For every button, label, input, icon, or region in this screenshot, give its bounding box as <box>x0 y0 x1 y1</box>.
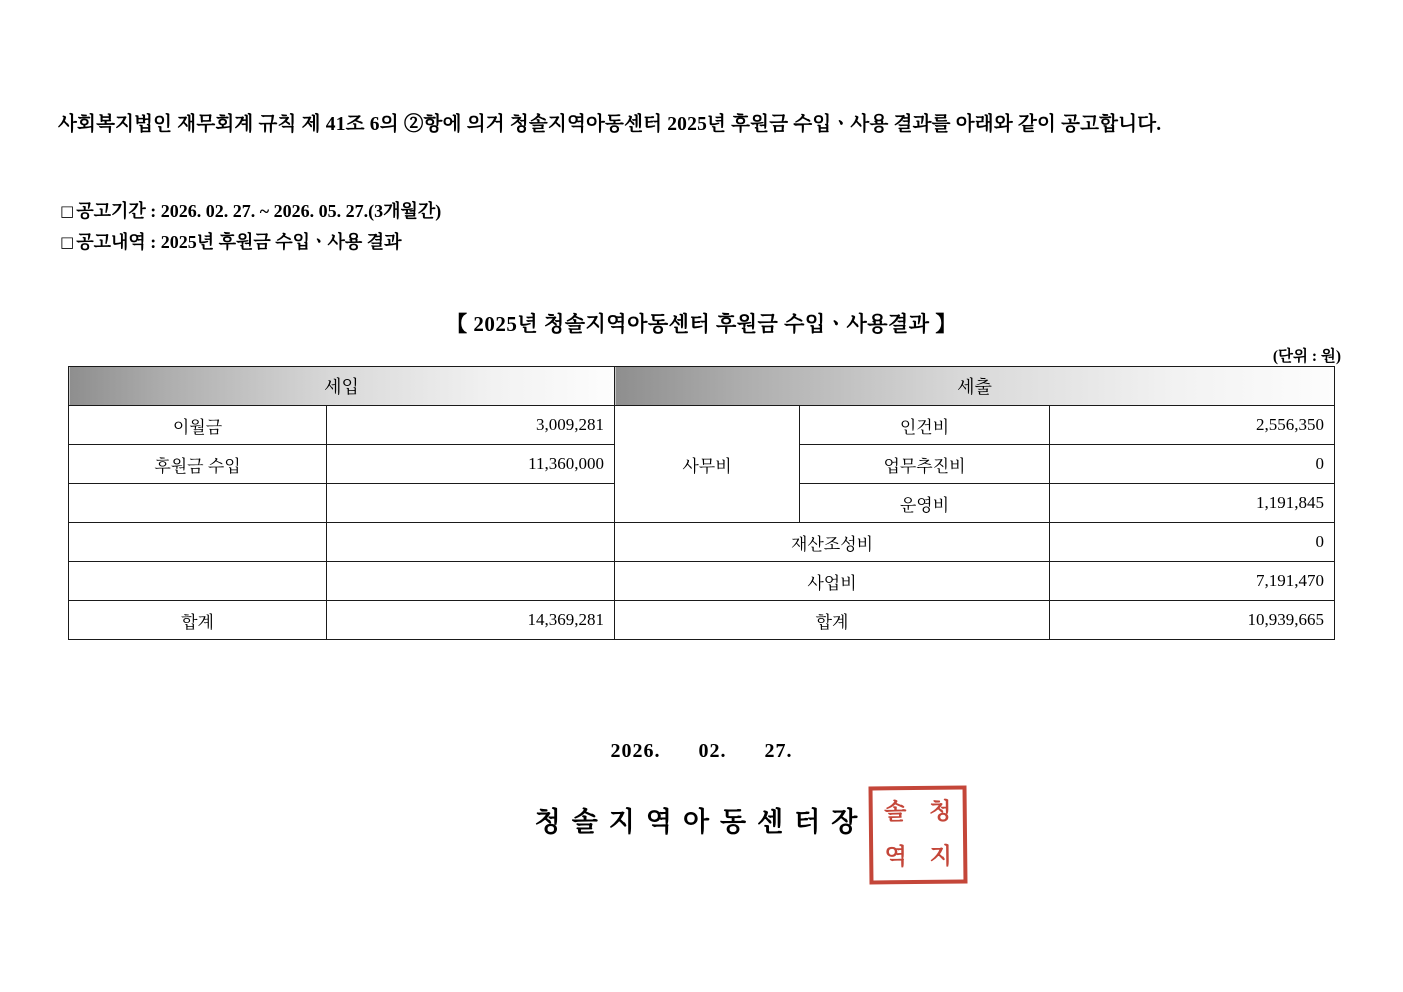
expense-amount: 1,191,845 <box>1050 484 1335 523</box>
income-amount <box>327 562 615 601</box>
date-year: 2026. <box>610 740 661 762</box>
date-month: 02. <box>698 740 727 762</box>
header-expense: 세출 <box>615 367 1335 406</box>
income-total-label: 합계 <box>69 601 327 640</box>
table-row <box>69 523 1335 562</box>
income-label: 후원금 수입 <box>69 445 327 484</box>
page-title: 【 2025년 청솔지역아동센터 후원금 수입ㆍ사용결과 】 <box>446 312 957 336</box>
date-day: 27. <box>764 740 793 762</box>
official-seal-stamp <box>868 785 967 884</box>
unit-note: (단위 : 원) <box>1272 348 1341 365</box>
square-bullet-icon: □ <box>60 233 75 251</box>
date-line <box>0 740 1403 763</box>
expense-group-label: 사무비 <box>615 406 800 523</box>
income-amount: 3,009,281 <box>327 406 615 445</box>
expense-total-amount: 10,939,665 <box>1050 601 1335 640</box>
expense-amount: 0 <box>1050 445 1335 484</box>
expense-amount: 0 <box>1050 523 1335 562</box>
expense-amount: 7,191,470 <box>1050 562 1335 601</box>
header-income: 세입 <box>69 367 615 406</box>
income-amount: 11,360,000 <box>327 445 615 484</box>
intro-paragraph: 사회복지법인 재무회계 규칙 제 41조 6의 ②항에 의거 청솔지역아동센터 2025년 후원금 수입ㆍ사용 결과를 아래와 같이 공고합니다. <box>58 114 1162 135</box>
expense-label: 재산조성비 <box>615 523 1050 562</box>
income-amount <box>327 484 615 523</box>
seal-char-4: 역 <box>884 844 907 871</box>
income-label <box>69 562 327 601</box>
expense-label: 사업비 <box>615 562 1050 601</box>
income-label: 이월금 <box>69 406 327 445</box>
income-amount <box>327 523 615 562</box>
notice-line-content <box>60 227 441 258</box>
table-row <box>69 562 1335 601</box>
seal-char-3: 지 <box>929 843 952 870</box>
square-bullet-icon: □ <box>60 202 75 220</box>
notice-line-period <box>60 196 441 227</box>
table-total-row <box>69 601 1335 640</box>
expense-label: 업무추진비 <box>800 445 1050 484</box>
finance-table <box>68 366 1335 640</box>
income-total-amount: 14,369,281 <box>327 601 615 640</box>
notice-content-text: 공고내역 : 2025년 후원금 수입ㆍ사용 결과 <box>76 232 402 252</box>
table-row <box>69 406 1335 445</box>
table-header-row <box>69 367 1335 406</box>
expense-total-label: 합계 <box>615 601 1050 640</box>
income-label <box>69 484 327 523</box>
expense-amount: 2,556,350 <box>1050 406 1335 445</box>
seal-char-1: 청 <box>929 798 952 825</box>
notice-block <box>60 196 441 258</box>
signature-line: 청솔지역아동센터장 <box>534 807 869 837</box>
seal-char-2: 솔 <box>884 799 907 826</box>
expense-label: 인건비 <box>800 406 1050 445</box>
income-label <box>69 523 327 562</box>
notice-period-text: 공고기간 : 2026. 02. 27. ~ 2026. 05. 27.(3개월간) <box>76 201 442 221</box>
expense-label: 운영비 <box>800 484 1050 523</box>
